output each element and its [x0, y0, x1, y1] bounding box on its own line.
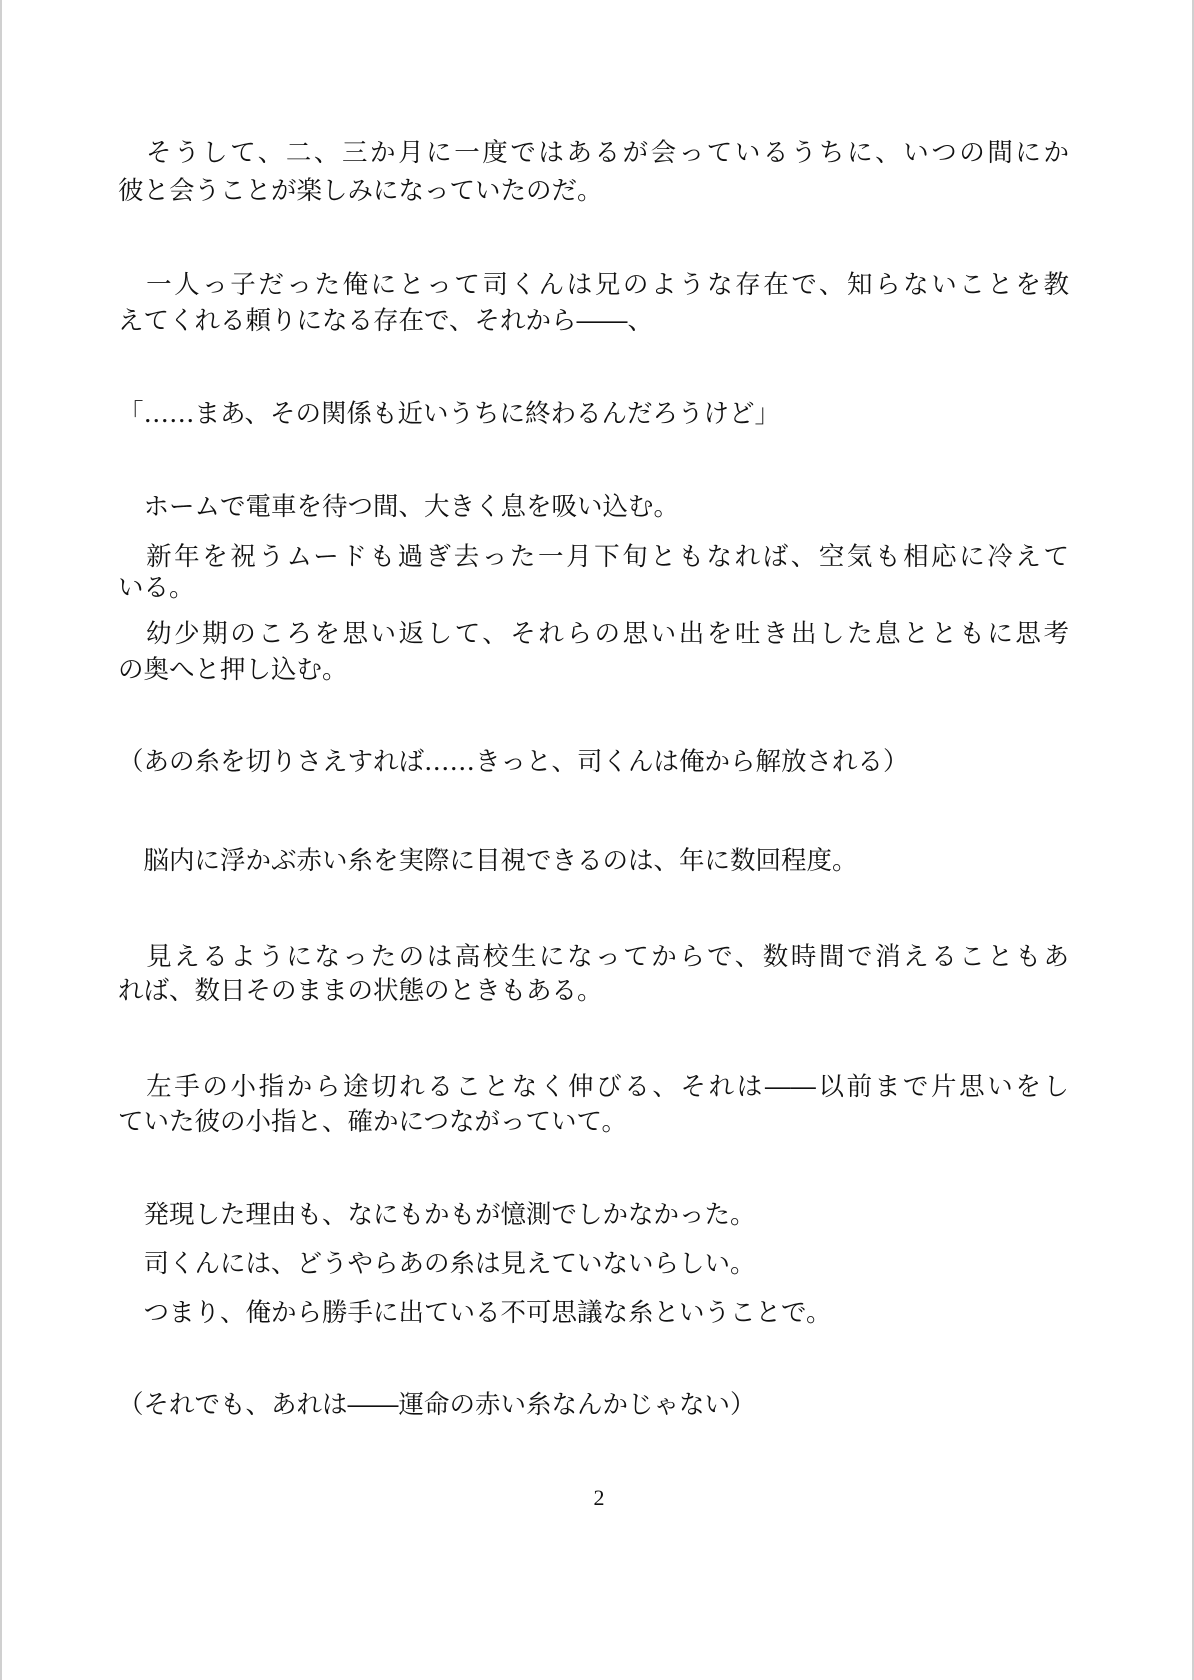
- text-line: そうして、二、三か月に一度ではあるが会っているうちに、いつの間にか: [118, 138, 1069, 168]
- text-line: ていた彼の小指と、確かにつながっていて。: [118, 1107, 627, 1137]
- text-line: 司くんには、どうやらあの糸は見えていないらしい。: [118, 1249, 756, 1279]
- thought-line: （あの糸を切りさえすれば……きっと、司くんは俺から解放される）: [118, 747, 909, 777]
- thought-line: （それでも、あれは――運命の赤い糸なんかじゃない）: [118, 1390, 756, 1420]
- text-line: つまり、俺から勝手に出ている不可思議な糸ということで。: [118, 1298, 832, 1328]
- text-line: 幼少期のころを思い返して、それらの思い出を吐き出した息とともに思考: [118, 619, 1069, 649]
- text-line: の奥へと押し込む。: [118, 655, 348, 685]
- text-line: 左手の小指から途切れることなく伸びる、それは――以前まで片思いをし: [118, 1072, 1069, 1102]
- text-line: ホームで電車を待つ間、大きく息を吸い込む。: [118, 492, 680, 522]
- text-line: 脳内に浮かぶ赤い糸を実際に目視できるのは、年に数回程度。: [118, 846, 858, 876]
- text-line: えてくれる頼りになる存在で、それから――、: [118, 306, 653, 336]
- text-line: れば、数日そのままの状態のときもある。: [118, 976, 603, 1006]
- dialogue-line: 「……まあ、その関係も近いうちに終わるんだろうけど」: [118, 399, 780, 429]
- text-line: 見えるようになったのは高校生になってからで、数時間で消えることもあ: [118, 942, 1069, 972]
- text-line: 一人っ子だった俺にとって司くんは兄のような存在で、知らないことを教: [118, 270, 1069, 300]
- text-line: 彼と会うことが楽しみになっていたのだ。: [118, 176, 603, 206]
- text-line: いる。: [118, 573, 195, 603]
- text-line: 新年を祝うムードも過ぎ去った一月下旬ともなれば、空気も相応に冷えて: [118, 542, 1069, 572]
- text-line: 発現した理由も、なにもかもが憶測でしかなかった。: [118, 1200, 756, 1230]
- page-number: 2: [593, 1485, 605, 1510]
